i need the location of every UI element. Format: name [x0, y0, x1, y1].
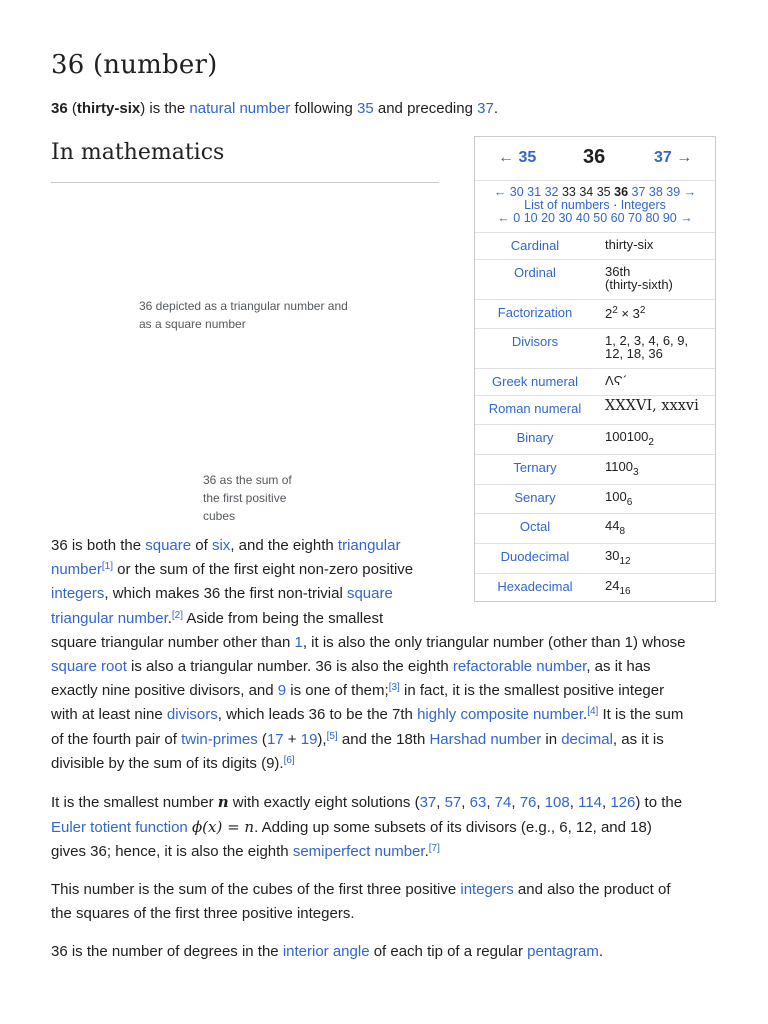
infobox-row-roman [475, 396, 715, 425]
link-57[interactable]: 57 [444, 794, 462, 811]
base-subscript: 8 [619, 526, 626, 537]
lead-text: and preceding [373, 100, 478, 117]
base-value: 100 [605, 489, 627, 504]
number-infobox [474, 136, 716, 602]
text-line: the squares of the first three positive integers. [51, 905, 355, 923]
text: , which leads 36 to be the 7th [217, 706, 418, 724]
factor-exponent: 2 [612, 305, 618, 316]
text: with at least nine [51, 706, 167, 724]
figure-caption-cubes: 36 as the sum of the first positive cubes [203, 473, 292, 523]
infobox-header [475, 137, 715, 181]
text-line [51, 815, 719, 840]
nav-left-arrow[interactable]: ← [493, 185, 507, 199]
text-line [51, 534, 719, 558]
base-subscript: 16 [619, 586, 631, 597]
text: with exactly eight solutions ( [228, 794, 420, 811]
text: 36 is both the [51, 537, 146, 554]
text-line [51, 703, 719, 727]
lead-text: ) is the [140, 100, 190, 117]
text: ( [257, 730, 267, 748]
section-divider [51, 182, 439, 183]
link-square-root[interactable]: square root [51, 658, 127, 676]
math-phi-formula: ϕ(x) = n [191, 818, 255, 837]
text: of the fourth pair of [51, 730, 182, 748]
link-integers[interactable]: integers [460, 881, 514, 898]
nav-current: 36 [614, 185, 629, 199]
infobox-label[interactable]: Senary [514, 490, 556, 505]
link-harshad-number[interactable]: Harshad number [429, 730, 542, 748]
reference-link[interactable]: [7] [428, 843, 440, 855]
link-one[interactable]: 1 [294, 633, 303, 651]
nav-item: 34 [579, 185, 594, 199]
link-interior-angle[interactable]: interior angle [282, 943, 370, 960]
text: . [424, 843, 429, 861]
link-19[interactable]: 19 [300, 730, 318, 748]
nav-right-arrow[interactable]: → [680, 211, 693, 225]
link-74[interactable]: 74 [494, 794, 512, 811]
nav-link[interactable]: 40 [575, 211, 590, 225]
text-line [51, 728, 719, 752]
infobox-label[interactable]: Factorization [497, 305, 573, 320]
link-natural-number[interactable]: natural number [189, 100, 291, 117]
text: It is the smallest number [51, 794, 218, 811]
text: , it is also the only triangular number (other than 1) whose [302, 633, 686, 651]
link-108[interactable]: 108 [544, 794, 570, 811]
link-pentagram[interactable]: pentagram [527, 943, 599, 960]
base-subscript: 12 [619, 556, 631, 567]
reference-link[interactable]: [2] [171, 609, 184, 621]
link-17[interactable]: 17 [266, 730, 284, 748]
base-value: 1100 [605, 459, 633, 474]
infobox-current-number: 36 [583, 146, 606, 168]
text: square triangular number other than [51, 633, 295, 651]
lead-number: 36 [51, 100, 68, 117]
text: of each tip of a regular [369, 943, 528, 960]
infobox-value [605, 307, 715, 320]
infobox-label[interactable]: Roman numeral [488, 401, 582, 416]
lead-text: following [290, 100, 358, 117]
infobox-value: XXXVI, xxxvi [605, 398, 699, 414]
link-37[interactable]: 37 [419, 794, 437, 811]
text-line [51, 607, 719, 631]
reference-link[interactable]: [6] [283, 754, 295, 766]
nav-item: 35 [596, 185, 611, 199]
nav-link[interactable]: 50 [593, 211, 608, 225]
link-square-triangular-number[interactable]: square [346, 585, 393, 603]
factor-exponent: 2 [639, 305, 646, 316]
nav-link[interactable]: 60 [610, 211, 625, 225]
infobox-row-divisors [475, 329, 715, 369]
section-heading-mathematics: In mathematics [51, 140, 225, 165]
text: , and the eighth [230, 537, 338, 554]
reference-link[interactable]: [1] [101, 561, 113, 573]
link-decimal[interactable]: decimal [561, 730, 613, 748]
nav-link[interactable]: 90 [662, 211, 677, 225]
text: ), [317, 730, 327, 748]
infobox-value: thirty-six [605, 237, 654, 252]
text: and also the product of [513, 881, 671, 898]
nav-item: 33 [561, 185, 576, 199]
text: . [167, 609, 172, 627]
infobox-row-binary [475, 425, 715, 455]
factor-base: 2 [605, 306, 613, 321]
nav-link[interactable]: 39 [666, 185, 681, 199]
base-subscript: 6 [626, 497, 633, 508]
nav-separator: · [609, 198, 621, 212]
link-twin-primes[interactable]: twin-primes [181, 730, 258, 748]
infobox-value: ΛϚ´ [605, 373, 628, 388]
text: is also a triangular number. 36 is also the eighth [126, 658, 453, 676]
lead-paragraph [51, 98, 731, 120]
factor-base: 3 [632, 306, 640, 321]
link-37[interactable]: 37 [477, 100, 494, 117]
value-line: (thirty-sixth) [605, 277, 673, 292]
text: of [191, 537, 212, 554]
infobox-prev-link[interactable]: ← 35 [498, 149, 537, 166]
separator: , [486, 794, 495, 811]
value-line: 12, 18, 36 [605, 346, 663, 361]
text: divisible by the sum of its digits (9). [51, 754, 284, 772]
paragraph-cubes-squares [51, 878, 719, 926]
link-35[interactable]: 35 [357, 100, 374, 117]
nav-link[interactable]: 31 [527, 185, 542, 199]
infobox-row-senary [475, 485, 715, 514]
text-line [51, 631, 719, 655]
link-integers[interactable]: integers [51, 585, 105, 603]
nav-link[interactable]: 32 [544, 185, 559, 199]
base-value: 44 [605, 518, 620, 533]
text: . [598, 943, 604, 960]
text-line [51, 752, 719, 776]
text-line [51, 679, 719, 703]
link-square[interactable]: square [145, 537, 192, 554]
text: , which makes 36 the first non-trivial [104, 585, 347, 603]
nav-link[interactable]: 37 [631, 185, 646, 199]
page-title: 36 (number) [51, 50, 218, 80]
text: and the 18th [337, 730, 430, 748]
infobox-nav-tens [475, 212, 715, 225]
text: This number is the sum of the cubes of the first three positive [51, 881, 461, 898]
text-line [51, 878, 719, 902]
value-line: 1, 2, 3, 4, 6, 9, [605, 333, 689, 348]
separator: , [436, 794, 445, 811]
infobox-label[interactable]: Cardinal [510, 238, 560, 253]
infobox-value [605, 334, 715, 360]
text: or the sum of the first eight non-zero positive [112, 561, 414, 579]
text: Aside from being the smallest [183, 609, 384, 627]
infobox-label[interactable]: Greek numeral [492, 374, 578, 389]
infobox-row-ordinal [475, 260, 715, 300]
text: exactly nine positive divisors, and [51, 682, 278, 700]
separator: , [536, 794, 545, 811]
separator: , [569, 794, 579, 811]
text-line [51, 582, 719, 606]
nav-link[interactable]: 0 [513, 211, 521, 225]
infobox-label[interactable]: Duodecimal [500, 549, 570, 564]
text: . Adding up some subsets of its divisors (e.g., 6, 12, and 18) [254, 819, 652, 837]
value-line: 36th [605, 264, 631, 279]
paragraph-euler-totient [51, 790, 719, 865]
text: . [583, 706, 588, 724]
figure-caption-triangular-square: 36 depicted as a triangular number and as a square number [139, 299, 348, 331]
link-76[interactable]: 76 [519, 794, 537, 811]
link-semiperfect-number[interactable]: semiperfect number [292, 843, 425, 861]
reference-link[interactable]: [4] [587, 706, 599, 718]
nav-link[interactable]: 30 [558, 211, 573, 225]
link-highly-composite-number[interactable]: highly composite number [417, 706, 584, 724]
text: in [541, 730, 562, 748]
infobox-next-link[interactable]: 37 → [654, 149, 693, 166]
paragraph-pentagram [51, 940, 719, 964]
base-value: 24 [605, 578, 620, 593]
infobox-label[interactable]: Divisors [511, 334, 559, 349]
text: , as it has [586, 658, 651, 676]
times-sign: × [617, 306, 633, 321]
infobox-value [605, 518, 715, 537]
link-square-triangular-number[interactable]: triangular number [51, 609, 168, 627]
reference-link[interactable]: [3] [388, 682, 400, 694]
separator: , [511, 794, 520, 811]
separator: , [602, 794, 611, 811]
base-value: 30 [605, 548, 620, 563]
text: , as it is [612, 730, 664, 748]
infobox-row-cardinal [475, 233, 715, 260]
infobox-row-ternary [475, 455, 715, 485]
nav-left-arrow[interactable]: ← [497, 211, 510, 225]
reference-link[interactable]: [5] [326, 730, 338, 742]
link-list-of-numbers[interactable]: List of numbers [524, 198, 610, 212]
nav-link[interactable]: 20 [541, 211, 555, 225]
separator: , [461, 794, 470, 811]
text: ) to the [635, 794, 683, 811]
lead-text: . [493, 100, 498, 117]
text-line [51, 558, 719, 582]
infobox-row-greek [475, 369, 715, 396]
link-triangular-number[interactable]: triangular [337, 537, 401, 554]
lead-name: thirty-six [76, 100, 141, 117]
text-line [51, 840, 719, 864]
infobox-row-factorization [475, 300, 715, 329]
text-line [51, 940, 719, 964]
link-integers[interactable]: Integers [620, 198, 666, 212]
nav-link[interactable]: 38 [648, 185, 663, 199]
text-line [51, 655, 719, 679]
infobox-label[interactable]: Hexadecimal [497, 579, 573, 594]
lead-text: ( [67, 100, 77, 117]
link-refactorable-number[interactable]: refactorable number [452, 658, 587, 676]
infobox-label[interactable]: Ordinal [514, 265, 556, 280]
link-six[interactable]: six [211, 537, 231, 554]
infobox-value [605, 459, 715, 478]
text: 36 is the number of degrees in the [51, 943, 283, 960]
infobox-label[interactable]: Binary [516, 430, 554, 445]
nav-link[interactable]: 70 [628, 211, 642, 225]
infobox-value [605, 489, 715, 508]
base-subscript: 3 [632, 467, 639, 478]
infobox-value [605, 265, 715, 291]
link-nine[interactable]: 9 [277, 682, 287, 700]
nav-link[interactable]: 30 [509, 185, 524, 199]
nav-link[interactable]: 10 [523, 211, 538, 225]
infobox-label[interactable]: Ternary [513, 460, 557, 475]
paragraph-square-triangular [51, 534, 719, 776]
base-value: 100100 [605, 429, 649, 444]
text-line [51, 790, 719, 815]
math-variable-n: n [217, 793, 229, 811]
link-114[interactable]: 114 [578, 794, 603, 811]
infobox-value [605, 429, 715, 448]
link-euler-totient-function[interactable]: Euler totient function [51, 819, 188, 837]
nav-right-arrow[interactable]: → [683, 185, 697, 199]
text: in fact, it is the smallest positive integer [399, 682, 665, 700]
base-subscript: 2 [648, 437, 654, 448]
link-triangular-number[interactable]: number [51, 561, 102, 579]
link-divisors[interactable]: divisors [166, 706, 218, 724]
nav-link[interactable]: 80 [645, 211, 660, 225]
link-63[interactable]: 63 [469, 794, 487, 811]
text: is one of them; [286, 682, 389, 700]
text: gives 36; hence, it is also the eighth [51, 843, 293, 861]
infobox-label[interactable]: Octal [519, 519, 551, 534]
infobox-navigation [475, 181, 715, 233]
text: + [283, 730, 301, 748]
link-126[interactable]: 126 [610, 794, 636, 811]
text: It is the sum [598, 706, 684, 724]
